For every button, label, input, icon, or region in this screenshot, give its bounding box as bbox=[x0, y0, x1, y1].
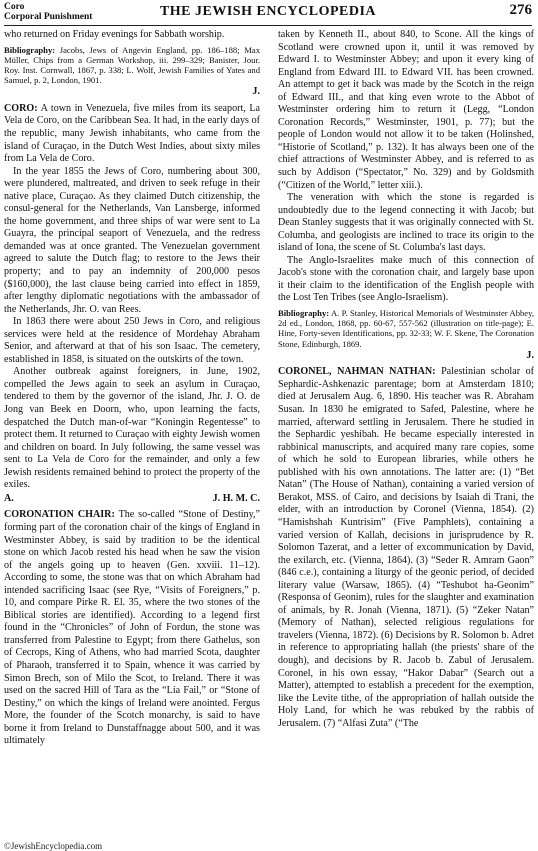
left-column bbox=[4, 29, 260, 748]
right-column bbox=[278, 29, 534, 730]
header-rule bbox=[4, 25, 532, 26]
article-paragraph: Another outbreak against foreigners, in June, 1902, compelled the Jews again to seek an asylum in Curaçao, tendered to them by the governor of the island, Jhr. J. O. de Jong van Beek en Doorn, who, upon learning the facts, despatched the Dutch man-of-war “Koningin Regentesse” to protect them. It returned to Curaçao with eighty Jewish women and children on board. In July following, the same vessel was sent to La Vela de Coro for the remainder, and only a few Jewish residents remained behind to protect the property of the exiles. bbox=[4, 366, 260, 491]
bibliography-label: Bibliography: bbox=[278, 308, 330, 319]
article-paragraph: The Anglo-Israelites make much of this connection of Jacob's stone with the coronation chair, and largely base upon it their claim to the identification of the English people with the Lost Ten Tribes (see Anglo-Israelism). bbox=[278, 254, 534, 304]
article-paragraph: In 1863 there were about 250 Jews in Coro, and religious services were held at the residence of Mordehay Abraham Senior, and afterward at that of his son Isaac. The cemetery, established in 1858, is situated on the outskirts of the town. bbox=[4, 316, 260, 365]
signature-right: J. H. M. C. bbox=[212, 492, 260, 504]
author-signature: J. bbox=[252, 86, 260, 98]
article-coronation-chair bbox=[4, 509, 260, 747]
bibliography-1 bbox=[4, 45, 260, 86]
copyright-symbol: © bbox=[4, 841, 11, 851]
page-number: 276 bbox=[509, 2, 532, 18]
article-coro-intro bbox=[4, 103, 260, 166]
bibliography-text: A. P. Stanley, Historical Memorials of Westminster Abbey, 2d ed., London, 1868, pp. 60-67, 557-562 (illustration on title-page); E. Hine, Forty-seven Identifications, pp. 32-33; W. F. Skene, The Coronation Stone, Edinburgh, 1869. bbox=[278, 308, 534, 349]
bibliography-text: Jacobs, Jews of Angevin England, pp. 186–188; Max Müller, Chips from a German Workshop, iii. 299–329; Banister, Jour. Roy. Inst. Cornwall, 1867, p. 338; L. Wolf, Jewish Families of Yates and Samuel, p. 2, London, 1901. bbox=[4, 44, 260, 86]
author-signature: J. bbox=[526, 349, 534, 361]
signature-left: A. bbox=[4, 492, 14, 504]
page-header bbox=[4, 2, 532, 24]
article-text: The so-called “Stone of Destiny,” forming part of the coronation chair of the kings of England in Westminster Abbey, is said by tradition to be the identical stone on which Jacob rested his head when he saw the vision of the angels going up to heaven (Gen. xxviii. 11–12). According to some, the stone was that on which Abraham had intended sacrificing Isaac (see Rye, “Visits of Foreigners,” p. 10, and compare Pirke R. El. 35, where the two stones of the Biblical stories are identified). According to a legend first found in the “Chronicles” of John of Fordun, the stone was transferred from Palestine to Egypt; from there Gathelus, son of Cecrops, King of Athens, who had married Scota, daughter of Pharaoh, transferred it to Spain, whence it was carried by Simon Brech, son of Milo the Scot, to Ireland. There it was used on the sacred Hill of Tara as the “Lia Fail,” or “Stone of Destiny,” on which the kings of Ireland were anointed. Fergus More, the founder of the Scotch monarchy, is said to have borne it from Ireland to Dunstaffnagge about 500, and it was ultimately bbox=[4, 509, 260, 747]
bibliography-label: Bibliography: bbox=[4, 44, 56, 55]
article-text: A town in Venezuela, five miles from its seaport, La Vela de Coro, on the Caribbean Sea. It had, in the early days of the republic, many Jewish inhabitants, who came from the island of Curaçao, in the Dutch West Indies, about sixty miles from La Vela de Coro. bbox=[4, 102, 260, 165]
article-coronel bbox=[278, 366, 534, 730]
author-signatures bbox=[4, 493, 260, 506]
article-heading-coronel: CORONEL, NAHMAN NATHAN: bbox=[278, 366, 436, 378]
site-credit bbox=[4, 841, 102, 851]
running-head-last: Corporal Punishment bbox=[4, 12, 93, 22]
bibliography-2 bbox=[278, 308, 534, 349]
site-name: JewishEncyclopedia.com bbox=[10, 841, 103, 851]
article-heading-coronation-chair: CORONATION CHAIR: bbox=[4, 509, 115, 521]
article-paragraph: In the year 1855 the Jews of Coro, numbering about 300, were plundered, maltreated, and driven to seek refuge in their native place, Curaçao. As they claimed Dutch citizenship, the consul-general for the Netherlands, Van Lansberge, informed the home government, and three ships of war were sent to La Guayra, the principal seaport of Venezuela, and the redress demanded was at once granted. The Venezuelan government agreed to salute the Dutch flag; to restore to the Jews their property; and to pay an indemnity of 200,000 pesos ($160,000), the last clause being carried into effect in 1859, after lengthy diplomatic negotiations with the ambassador of the Netherlands, Jhr. O. van Rees. bbox=[4, 165, 260, 315]
running-head-first: Coro bbox=[4, 2, 25, 12]
article-paragraph: The veneration with which the stone is regarded is undoubtedly due to the legend connecting it with Jacob; but Dean Stanley suggests that it was originally connected with St. Columba, and geologists are inclined to trace its origin to the island of Iona, the scene of St. Columba's last days. bbox=[278, 192, 534, 254]
continued-paragraph: who returned on Friday evenings for Sabbath worship. bbox=[4, 29, 225, 40]
article-heading-coro: CORO: bbox=[4, 102, 38, 114]
article-text: Palestinian scholar of Sephardic-Ashkenazic parentage; born at Amsterdam 1810; died at Jerusalem Aug. 6, 1890. His teacher was R. Abraham Susan. In 1830 he emigrated to Safed, Palestine, where he married, afterward settling in Jerusalem. There he studied in the Sephardic yeshibah. He became especially interested in rabbinical manuscripts, and acquired many rare copies, some of which he sold to European libraries, while others he published with his own annotations. The latter are: (1) “Bet Natan” (The House of Nathan), containing a varied version of Berakot, MSS. of Cairo, and decisions by Isaiah di Trani, the elder, with an introduction by Coronel (Vienna, 1854). (2) “Hamishshah Kuntrisim” (Five Pamphlets), containing a varied version of Kallah, decisions in jurisprudence by R. Solomon Tazerat, and a letter of excommunication by David, the exilarch, etc. (Vienna, 1864). (3) “Seder R. Amram Gaon” (846 c.e.), containing a liturgy of the geonic period, of decided literary value (Warsaw, 1865). (4) “Teshubot ha-Geonim” (Responsa of Geonim), rules for the slaughter and examination of animals, by R. Jonah (Vienna, 1871). (5) “Zeker Natan” (Memory of Nathan), selected religious regulations for travelers (Vienna, 1872). (6) Decisions by R. Solomon b. Adret in reference to appropriating hallah (the priests' share of the dough), and decisions by R. Jacob b. Zabul of Jerusalem. Coronel, in his own essay, “Hakor Dabar” (Search out a Matter), attempted to establish a precedent for the exemption, like the Levite tithe, of the appropriation of hallah outside the Holy Land, for which he was rebuked by the rabbis of Jerusalem. (7) “Alfasi Zuta” (“The bbox=[278, 366, 534, 729]
continued-paragraph: taken by Kenneth II., about 840, to Scone. All the kings of Scotland were crowned upon it, until it was removed by Edward I. to Westminster Abbey; and upon it every king of England from Edward III. to Edward VII. has been crowned. An attempt to get it back was made by the Scotch in the reign of Edward III., and that king even wrote to the Abbot of Westminster ordering him to return it (Legg, “London Coronation Records,” Westminster, 1901, p. 77); but the people of London would not allow it to be taken (Holinshed, “Historie of Scotland,” p. 132). It has always been one of the chief attractions of Westminster Abbey, and is referred to as such by Addison (“Spectator,” No. 329) and by Goldsmith (“Citizen of the World,” letter xiii.). bbox=[278, 29, 534, 191]
publication-title: THE JEWISH ENCYCLOPEDIA bbox=[159, 4, 377, 19]
